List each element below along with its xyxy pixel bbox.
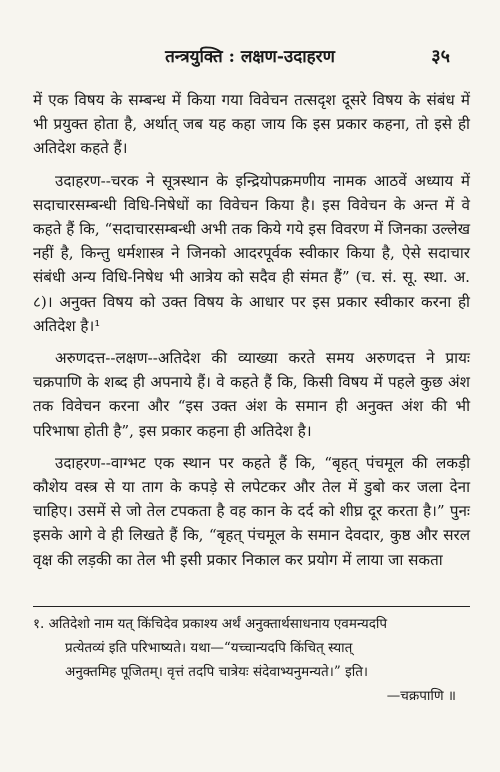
footnote [33, 612, 470, 708]
footnote-line: १. अतिदेशो नाम यत् किंचिदेव प्रकाश्य अर्थं अनुक्तार्थसाधनाय एवमन्यदपि [33, 616, 388, 632]
footnote-attribution: —चक्रपाणि ॥ [386, 688, 456, 704]
paragraph-atidesh-definition: में एक विषय के सम्बन्ध में किया गया विवेचन तत्सदृश दूसरे विषय के संबंध में भी प्रयुक्त होता है, अर्थात् जब यह कहा जाय कि इस प्रकार कहना, तो इसे ही अतिदेश कहते हैं। [33, 91, 470, 158]
page-header [0, 44, 500, 74]
paragraph-vagbhat-example: उदाहरण--वाग्भट एक स्थान पर कहते हैं कि, “बृहत् पंचमूल की लकड़ी कौशेय वस्त्र से या ताग के कपड़े से लपेटकर और तेल में डुबो कर जला देना चाहिए। उसमें से जो तेल टपकता है वह कान के दर्द को शीघ्र दूर करता है।” पुनः इसके आगे वे ही लिखते हैं कि, “बृहत् पंचमूल के समान देवदार, कुष्ठ और सरल वृक्ष की लड़की का तेल भी इसी प्रकार निकाल कर प्रयोग में लाया जा सकता [33, 453, 470, 569]
running-title: तन्त्रयुक्ति : लक्षण-उदाहरण [165, 47, 335, 67]
footnote-divider [33, 606, 470, 607]
body-text [33, 88, 470, 580]
paragraph-charak-example: उदाहरण--चरक ने सूत्रस्थान के इन्द्रियोपक्रमणीय नामक आठवें अध्याय में सदाचारसम्बन्धी विधि-निषेधों का विवेचन किया है। इस विवेचन के अन्त में वे कहते हैं कि, “सदाचारसम्बन्धी अभी तक किये गये इस विवरण में जिनका उल्लेख नहीं है, किन्तु धर्मशास्त्र ने जिनको आदरपूर्वक स्वीकार किया है, ऐसे सदाचार संबंधी अन्य विधि-निषेध भी आत्रेय को सदैव ही संमत हैं” (च. सं. सू. स्था. अ. ८)। अनुक्त विषय को उक्त विषय के आधार पर इस प्रकार स्वीकार करना ही अतिदेश है।¹ [33, 171, 470, 335]
page-number: ३५ [431, 46, 450, 67]
footnote-line: प्रत्येतव्यं इति परिभाष्यते। यथा—“यच्चान्यदपि किंचित् स्यात् [65, 640, 353, 656]
footnote-line: अनुक्तमिह पूजितम्। वृत्तं तदपि चात्रेयः संदेवाभ्यनुमन्यते।” इति। [65, 664, 368, 680]
paragraph-arunadatta-definition: अरुणदत्त--लक्षण--अतिदेश की व्याख्या करते समय अरुणदत्त ने प्रायः चक्रपाणि के शब्द ही अपनाये हैं। वे कहते हैं कि, किसी विषय में पहले कुछ अंश तक विवेचन करना और “इस उक्त अंश के समान ही अनुक्त अंश की भी परिभाषा होती है”, इस प्रकार कहना ही अतिदेश है। [33, 349, 470, 440]
